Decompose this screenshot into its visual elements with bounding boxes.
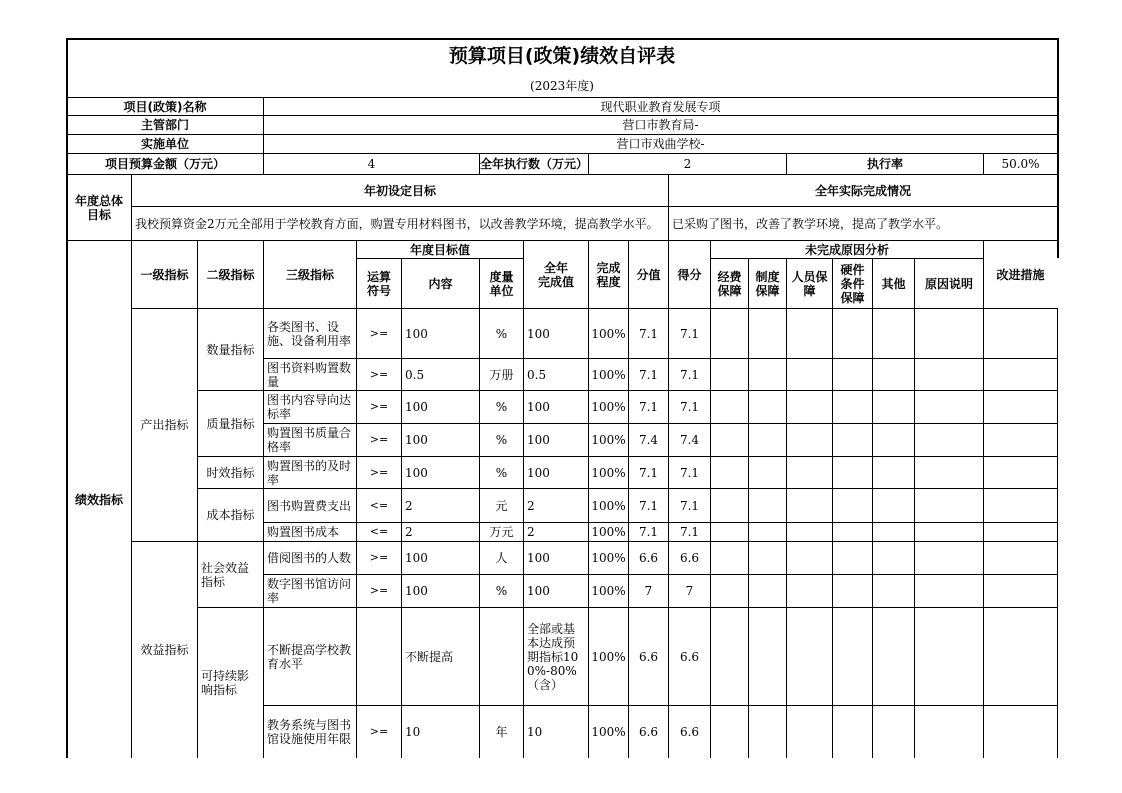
indicator-name: 教务系统与图书馆设施使用年限 (267, 718, 352, 746)
indicator-operator: >= (369, 465, 389, 479)
indicator-score: 7.1 (679, 498, 700, 513)
budget-value: 4 (367, 157, 376, 171)
indicator-name: 图书购置费支出 (267, 498, 352, 513)
indicator-degree: 100% (591, 465, 626, 480)
actual-completion-header: 全年实际完成情况 (814, 183, 911, 198)
header-score: 得分 (677, 267, 702, 282)
header-funding: 经费 保障 (717, 269, 742, 298)
indicator-score: 6.6 (679, 551, 700, 565)
header-content: 内容 (428, 276, 453, 291)
indicator-degree: 100% (591, 367, 626, 382)
indicator-operator: >= (369, 584, 389, 597)
indicator-score: 7.1 (679, 525, 700, 539)
indicator-name: 图书资料购置数量 (267, 360, 352, 389)
annual-goal-label: 年度总体 目标 (74, 193, 123, 222)
indicator-unit: 年 (495, 725, 508, 739)
header-degree: 完成 程度 (596, 260, 621, 289)
indicator-weight: 6.6 (638, 725, 659, 739)
indicator-unit: 万册 (489, 367, 514, 382)
indicator-weight: 7.4 (638, 433, 659, 447)
page-title: 预算项目(政策)绩效自评表 (448, 45, 676, 67)
indicator-content: 2 (405, 525, 413, 539)
indicator-content: 100 (405, 400, 428, 414)
exec-value: 2 (683, 157, 692, 171)
indicator-score: 7.1 (679, 367, 700, 382)
indicator-score: 7 (685, 584, 694, 598)
indicator-degree: 100% (591, 584, 626, 598)
indicator-operator: <= (369, 498, 389, 512)
indicator-name: 借阅图书的人数 (267, 551, 352, 565)
indicator-name: 购置图书的及时率 (267, 458, 352, 487)
rate-label: 执行率 (866, 157, 903, 171)
grid-line (1057, 308, 1058, 758)
budget-label: 项目预算金额（万元） (104, 157, 225, 171)
indicator-actual: 100 (527, 400, 550, 414)
indicator-name: 各类图书、设施、设备利用率 (267, 319, 352, 348)
indicator-operator: >= (369, 433, 389, 446)
indicator-unit: % (495, 433, 508, 447)
indicator-name: 图书内容导向达标率 (267, 393, 352, 421)
indicator-content: 100 (405, 433, 428, 447)
project-name-value: 现代职业教育发展专项 (600, 99, 721, 114)
header-annual-target: 年度目标值 (409, 242, 470, 257)
indicator-actual: 100 (527, 433, 550, 447)
grid-line (1057, 38, 1059, 258)
level2-social: 社会效益 指标 (201, 560, 250, 589)
indicator-weight: 7 (644, 584, 653, 598)
header-reason: 原因说明 (924, 276, 973, 291)
indicator-degree: 100% (591, 649, 626, 664)
indicator-content: 100 (405, 584, 428, 598)
indicator-actual: 0.5 (527, 367, 547, 382)
header-level2: 二级指标 (206, 267, 255, 282)
indicator-degree: 100% (591, 525, 626, 539)
grid-line (832, 308, 833, 758)
header-level1: 一级指标 (140, 267, 189, 282)
indicator-unit: 元 (495, 498, 508, 513)
indicator-weight: 7.1 (638, 400, 659, 414)
indicator-degree: 100% (591, 326, 626, 341)
level1-output: 产出指标 (140, 418, 189, 432)
indicator-weight: 7.1 (638, 525, 659, 539)
level2-timeliness: 时效指标 (206, 465, 255, 480)
indicator-operator: >= (369, 551, 389, 564)
header-unit: 度量 单位 (489, 269, 514, 298)
indicator-operator (357, 608, 401, 705)
initial-goal-text: 我校预算资金2万元全部用于学校教育方面，购置专用材料图书，以改善教学环境，提高教学水平。 (135, 216, 659, 231)
indicator-operator: >= (369, 326, 389, 340)
performance-indicator-label: 绩效指标 (74, 492, 123, 507)
indicator-operator: <= (369, 525, 389, 538)
header-weight: 分值 (636, 267, 661, 282)
unit-value: 营口市戏曲学校- (616, 137, 705, 151)
indicator-actual: 100 (527, 551, 550, 565)
indicator-content: 10 (405, 725, 421, 739)
indicator-operator: >= (369, 400, 389, 413)
exec-label: 全年执行数（万元） (480, 157, 588, 171)
initial-goal-header: 年初设定目标 (363, 183, 436, 198)
indicator-actual: 2 (527, 525, 535, 539)
grid-line (748, 308, 749, 758)
rate-value: 50.0% (1001, 157, 1040, 171)
level2-quantity: 数量指标 (206, 342, 255, 357)
indicator-actual: 全部或基本达成预期指标100%-80%（含） (527, 621, 579, 692)
indicator-weight: 7.1 (638, 367, 659, 382)
year-subtitle: (2023年度) (530, 78, 594, 93)
indicator-weight: 6.6 (638, 551, 659, 565)
header-hardware: 硬件 条件 保障 (840, 262, 865, 305)
header-system: 制度 保障 (755, 269, 780, 298)
header-operator: 运算 符号 (366, 269, 391, 298)
indicator-name: 不断提高学校教育水平 (267, 642, 352, 671)
level1-benefit: 效益指标 (140, 643, 189, 657)
project-name-label: 项目(政策)名称 (123, 99, 207, 114)
header-other: 其他 (881, 276, 906, 291)
indicator-weight: 7.1 (638, 465, 659, 480)
indicator-degree: 100% (591, 433, 626, 447)
indicator-score: 7.1 (679, 465, 700, 480)
grid-line (872, 308, 873, 758)
indicator-weight: 6.6 (638, 649, 659, 664)
indicator-unit: % (495, 465, 508, 480)
indicator-unit (480, 608, 523, 705)
indicator-unit: % (495, 326, 508, 341)
indicator-content: 100 (405, 551, 428, 565)
dept-value: 营口市教育局- (622, 118, 699, 132)
indicator-degree: 100% (591, 551, 626, 565)
grid-line (914, 308, 915, 758)
level2-quality: 质量指标 (206, 416, 255, 431)
grid-line (786, 308, 787, 758)
header-level3: 三级指标 (285, 267, 334, 282)
indicator-score: 7.1 (679, 326, 700, 341)
header-actual: 全年 完成值 (537, 260, 574, 289)
indicator-score: 7.1 (679, 400, 700, 414)
header-staff: 人员保 障 (791, 269, 828, 298)
level2-sustainable: 可持续影 响指标 (201, 669, 250, 697)
unit-label: 实施单位 (140, 137, 189, 151)
actual-completion-text: 已采购了图书，改善了教学环境，提高了教学水平。 (672, 216, 949, 231)
indicator-score: 7.4 (679, 433, 700, 447)
indicator-weight: 7.1 (638, 326, 659, 341)
indicator-weight: 7.1 (638, 498, 659, 513)
indicator-degree: 100% (591, 498, 626, 513)
indicator-actual: 100 (527, 326, 550, 341)
header-reason-analysis: 未完成原因分析 (804, 242, 889, 257)
indicator-actual: 100 (527, 465, 550, 480)
indicator-operator: >= (369, 725, 389, 738)
indicator-content: 100 (405, 326, 428, 341)
level2-cost: 成本指标 (206, 508, 255, 522)
indicator-operator: >= (369, 367, 389, 381)
grid-line (710, 308, 711, 758)
indicator-actual: 10 (527, 725, 543, 739)
indicator-unit: % (495, 584, 508, 598)
indicator-degree: 100% (591, 725, 626, 739)
indicator-unit: 万元 (489, 525, 514, 539)
indicator-name: 数字图书馆访问率 (267, 577, 352, 605)
indicator-content: 不断提高 (405, 649, 454, 664)
indicator-score: 6.6 (679, 725, 700, 739)
indicator-content: 100 (405, 465, 428, 480)
indicator-degree: 100% (591, 400, 626, 414)
indicator-actual: 2 (527, 498, 535, 513)
indicator-content: 0.5 (405, 367, 425, 382)
indicator-actual: 100 (527, 584, 550, 598)
indicator-name: 购置图书质量合格率 (267, 426, 352, 454)
header-improvement: 改进措施 (996, 267, 1045, 282)
indicator-unit: % (495, 400, 508, 414)
indicator-content: 2 (405, 498, 413, 513)
grid-line (983, 308, 984, 758)
indicator-name: 购置图书成本 (267, 525, 340, 539)
indicator-unit: 人 (495, 551, 508, 565)
dept-label: 主管部门 (140, 118, 189, 132)
indicator-score: 6.6 (679, 649, 700, 664)
